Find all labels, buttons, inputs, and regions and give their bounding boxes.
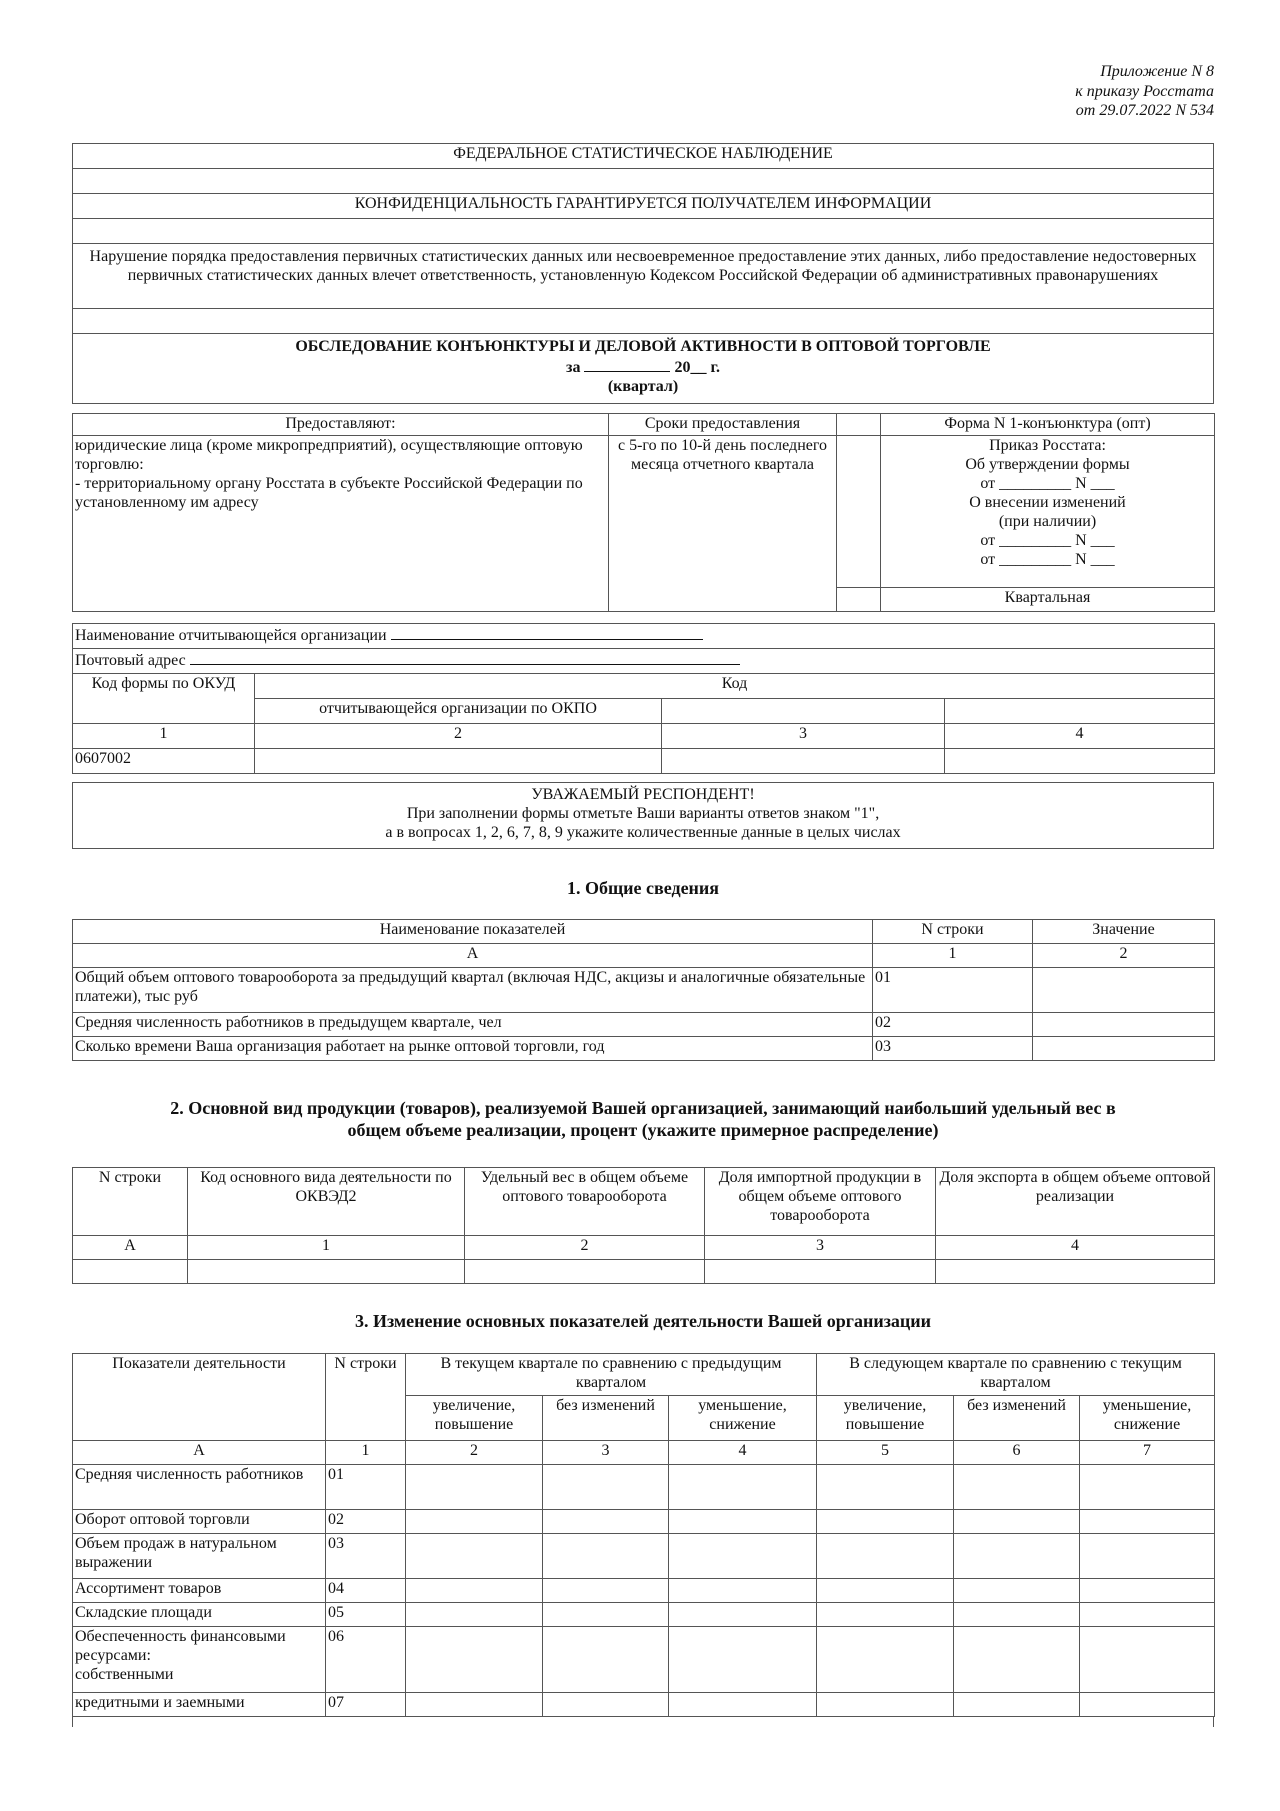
column-number: 3 [543,1441,669,1465]
row-number: 01 [326,1465,406,1510]
code-input[interactable] [662,749,945,774]
order-text: от _________ N ___ [980,551,1115,568]
answer-cell[interactable] [406,1465,543,1510]
section3-table [72,1353,1214,1727]
answer-cell[interactable] [954,1603,1080,1627]
blank-cell [837,588,881,612]
code-label: Код [255,674,1215,699]
order-text: от _________ N ___ [980,532,1115,549]
order-date-line: от 29.07.2022 N 534 [1075,102,1214,119]
column-number: 1 [326,1441,406,1465]
address-label: Почтовый адрес [75,652,186,669]
answer-cell[interactable] [543,1579,669,1603]
column-number: 5 [817,1441,954,1465]
indicator-name: Средняя численность работников [73,1465,326,1510]
answer-cell[interactable] [1080,1465,1215,1510]
survey-title-cell [73,334,1214,404]
row-number: 01 [873,968,1033,1013]
column-number: 6 [954,1441,1080,1465]
code-input[interactable] [945,749,1215,774]
violation-notice: Нарушение порядка предоставления первичных статистических данных или несвоевременное предоставление этих данных, либо предоставление недостоверных первичных статистических данных влечет ответственность, установленную Кодексом Российской Федерации об административных правонарушениях [73,244,1214,309]
blank-cell [945,699,1215,724]
respondent-line: а в вопросах 1, 2, 6, 7, 8, 9 укажите количественные данные в целых числах [385,824,901,841]
form-number-header: Форма N 1-конъюнктура (опт) [881,414,1215,436]
row-number: 05 [326,1603,406,1627]
answer-cell[interactable] [406,1534,543,1579]
survey-period: за 20__ г. [75,356,1211,377]
column-header: без изменений [954,1396,1080,1441]
column-header: Наименование показателей [73,920,873,944]
order-text: (при наличии) [998,513,1097,530]
answer-cell[interactable] [406,1603,543,1627]
answer-cell[interactable] [406,1693,543,1717]
answer-cell[interactable] [1080,1510,1215,1534]
column-number: А [73,1441,326,1465]
section2-title-line: 2. Основной вид продукции (товаров), реализуемой Вашей организацией, занимающий наибольший удельный вес в [170,1098,1116,1118]
answer-cell[interactable] [669,1465,817,1510]
column-number: А [73,944,873,968]
column-number: 3 [705,1236,936,1260]
answer-cell[interactable] [543,1693,669,1717]
okud-value: 0607002 [73,749,255,774]
order-line: к приказу Росстата [1075,82,1214,100]
column-number: 2 [406,1441,543,1465]
answer-cell[interactable] [543,1603,669,1627]
column-number: 4 [945,724,1215,749]
answer-cell[interactable] [1080,1534,1215,1579]
submission-table [72,413,1214,612]
column-number: 2 [1033,944,1215,968]
indicator-name: Ассортимент товаров [73,1579,326,1603]
column-number: 1 [873,944,1033,968]
data-input[interactable] [73,1260,188,1284]
row-number: 04 [326,1579,406,1603]
answer-cell[interactable] [669,1579,817,1603]
survey-quarter-caption: (квартал) [607,378,679,395]
indicator-name: Средняя численность работников в предыдущем квартале, чел [73,1013,873,1037]
column-header: увеличение, повышение [817,1396,954,1441]
spacer-row [73,169,1214,194]
column-header: Доля экспорта в общем объеме оптовой реализации [936,1168,1215,1236]
answer-cell[interactable] [954,1627,1080,1693]
okud-label: Код формы по ОКУД [73,674,255,724]
answer-cell[interactable] [669,1534,817,1579]
answer-cell[interactable] [817,1534,954,1579]
answer-cell[interactable] [1080,1627,1215,1693]
data-input[interactable] [705,1260,936,1284]
blank-cell [837,414,881,436]
column-number: А [73,1236,188,1260]
answer-cell[interactable] [954,1534,1080,1579]
indicator-name: Общий объем оптового товарооборота за предыдущий квартал (включая НДС, акцизы и аналогичные обязательные платежи), тыс руб [73,968,873,1013]
survey-title: ОБСЛЕДОВАНИЕ КОНЪЮНКТУРЫ И ДЕЛОВОЙ АКТИВНОСТИ В ОПТОВОЙ ТОРГОВЛЕ [295,338,991,355]
data-input[interactable] [465,1260,705,1284]
column-header: Доля импортной продукции в общем объеме оптового товарооборота [705,1168,936,1236]
column-header: без изменений [543,1396,669,1441]
answer-cell[interactable] [406,1627,543,1693]
row-number: 02 [873,1013,1033,1037]
order-text: Об утверждении формы [965,456,1130,473]
organization-block [72,623,1214,774]
section1-title: 1. Общие сведения [566,878,720,898]
value-input[interactable] [1033,968,1215,1013]
answer-cell[interactable] [543,1510,669,1534]
column-number: 3 [662,724,945,749]
submitters-header: Предоставляют: [73,414,609,436]
indicator-name: Складские площади [73,1603,326,1627]
answer-cell[interactable] [1080,1603,1215,1627]
answer-cell[interactable] [817,1465,954,1510]
indicator-name: кредитными и заемными [73,1693,326,1717]
column-number: 7 [1080,1441,1215,1465]
deadline-body: с 5-го по 10-й день последнего месяца отчетного квартала [609,436,837,612]
address-input[interactable] [190,649,740,665]
row-number: 07 [326,1693,406,1717]
value-input[interactable] [1033,1037,1215,1061]
answer-cell[interactable] [669,1510,817,1534]
column-number: 2 [465,1236,705,1260]
row-number: 03 [873,1037,1033,1061]
column-header: В следующем квартале по сравнению с текущим кварталом [817,1354,1215,1396]
org-name-label: Наименование отчитывающейся организации [75,627,387,644]
column-header: Удельный вес в общем объеме оптового товарооборота [465,1168,705,1236]
org-name-input[interactable] [391,624,703,640]
indicator-name: Оборот оптовой торговли [73,1510,326,1534]
respondent-text [73,783,1214,849]
column-number: 4 [669,1441,817,1465]
blank-cell [662,699,945,724]
answer-cell[interactable] [954,1579,1080,1603]
answer-cell[interactable] [669,1627,817,1693]
order-text: О внесении изменений [969,494,1126,511]
column-number: 4 [936,1236,1215,1260]
column-header: уменьшение, снижение [1080,1396,1215,1441]
answer-cell[interactable] [1080,1693,1215,1717]
data-input[interactable] [188,1260,465,1284]
answer-cell[interactable] [543,1534,669,1579]
okpo-input[interactable] [255,749,662,774]
address-row [73,649,1215,674]
top-box [72,143,1214,404]
section2-table [72,1167,1214,1284]
section2-title-line: общем объеме реализации, процент (укажите примерное распределение) [347,1120,939,1140]
org-name-row [73,624,1215,649]
periodicity: Квартальная [881,588,1215,612]
respondent-notice [72,782,1214,849]
deadline-header: Сроки предоставления [609,414,837,436]
confidentiality-notice: КОНФИДЕНЦИАЛЬНОСТЬ ГАРАНТИРУЕТСЯ ПОЛУЧАТЕЛЕМ ИНФОРМАЦИИ [73,194,1214,219]
section3-title: 3. Изменение основных показателей деятельности Вашей организации [354,1311,932,1331]
answer-cell[interactable] [669,1603,817,1627]
blank-cell [837,436,881,588]
indicator-name: Сколько времени Ваша организация работает на рынке оптовой торговли, год [73,1037,873,1061]
answer-cell[interactable] [817,1693,954,1717]
order-text: от _________ N ___ [980,475,1115,492]
okpo-label: отчитывающейся организации по ОКПО [255,699,662,724]
section2-title [72,1097,1214,1141]
respondent-line: При заполнении формы отметьте Ваши варианты ответов знаком "1", [406,805,880,822]
order-info [881,436,1215,588]
quarter-input[interactable] [584,356,670,372]
row-number: 02 [326,1510,406,1534]
answer-cell[interactable] [406,1510,543,1534]
column-header: N строки [326,1354,406,1441]
row-number: 03 [326,1534,406,1579]
spacer-row [73,219,1214,244]
column-header: N строки [873,920,1033,944]
answer-cell[interactable] [817,1627,954,1693]
answer-cell[interactable] [543,1627,669,1693]
column-number: 1 [73,724,255,749]
column-header: Значение [1033,920,1215,944]
column-header: уменьшение, снижение [669,1396,817,1441]
column-header: N строки [73,1168,188,1236]
appendix-line: Приложение N 8 [1100,63,1214,80]
column-number: 2 [255,724,662,749]
order-text: Приказ Росстата: [989,437,1106,454]
answer-cell[interactable] [817,1603,954,1627]
column-header: Показатели деятельности [73,1354,326,1441]
data-input[interactable] [936,1260,1215,1284]
answer-cell[interactable] [669,1693,817,1717]
appendix-header [814,62,1214,121]
indicator-name: Объем продаж в натуральном выражении [73,1534,326,1579]
answer-cell[interactable] [817,1510,954,1534]
column-header: В текущем квартале по сравнению с предыдущим кварталом [406,1354,817,1396]
federal-observation: ФЕДЕРАЛЬНОЕ СТАТИСТИЧЕСКОЕ НАБЛЮДЕНИЕ [73,144,1214,169]
table-continuation [72,1717,1214,1727]
row-number: 06 [326,1627,406,1693]
submitters-body: юридические лица (кроме микропредприятий), осуществляющие оптовую торговлю: - территориальному органу Росстата в субъекте Российской Федерации по установленному им адресу [73,436,609,612]
column-header: увеличение, повышение [406,1396,543,1441]
answer-cell[interactable] [406,1579,543,1603]
indicator-name: Обеспеченность финансовыми ресурсами: собственными [73,1627,326,1693]
answer-cell[interactable] [543,1465,669,1510]
answer-cell[interactable] [954,1510,1080,1534]
column-header: Код основного вида деятельности по ОКВЭД2 [188,1168,465,1236]
value-input[interactable] [1033,1013,1215,1037]
column-number: 1 [188,1236,465,1260]
answer-cell[interactable] [954,1465,1080,1510]
answer-cell[interactable] [1080,1579,1215,1603]
answer-cell[interactable] [817,1579,954,1603]
respondent-title: УВАЖАЕМЫЙ РЕСПОНДЕНТ! [531,786,755,803]
section1-table [72,919,1214,1061]
spacer-row [73,309,1214,334]
answer-cell[interactable] [954,1693,1080,1717]
